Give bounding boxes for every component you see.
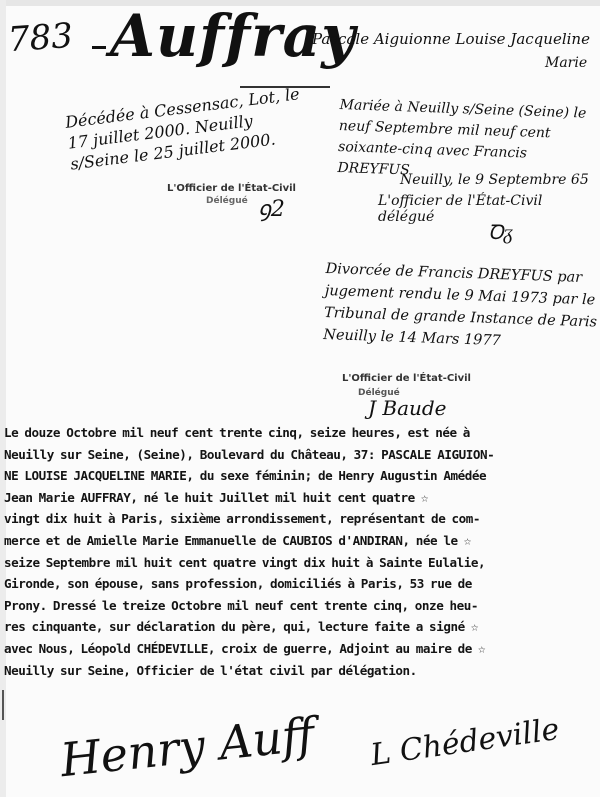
divorce-officer-signature: J Baude [368, 396, 447, 420]
act-line: avec Nous, Léopold CHÉDEVILLE, croix de guerre, Adjoint au maire de ☆ [4, 640, 486, 656]
birth-act-text [4, 422, 594, 681]
header-dash [92, 46, 106, 49]
marriage-officer: L'officier de l'État-Civil délégué [378, 193, 543, 225]
act-line: NE LOUISE JACQUELINE MARIE, du sexe féminin; de Henry Augustin Amédée [4, 468, 487, 484]
act-line: seize Septembre mil huit cent quatre vingt dix huit à Sainte Eulalie, [4, 554, 486, 570]
given-names: Pascale Aiguionne Louise Jacqueline [312, 30, 590, 48]
act-line: Neuilly sur Seine, Officier de l'état civil par délégation. [4, 662, 417, 678]
act-line: Neuilly sur Seine, (Seine), Boulevard du Château, 37: PASCALE AIGUION- [4, 446, 495, 462]
act-line: Prony. Dressé le treize Octobre mil neuf cent trente cinq, onze heu- [4, 597, 478, 613]
marriage-officer-initials: Ꝺᵹ [488, 220, 513, 244]
marriage-margin-note: Mariée à Neuilly s/Seine (Seine) le neuf Septembre mil neuf cent soixante-cinq avec Francis DREYFUS [337, 96, 587, 179]
given-names-continued: Marie [545, 55, 588, 71]
divorce-margin-note: Divorcée de Francis DREYFUS par jugement rendu le 9 Mai 1973 par le Tribunal de grande Instance de Paris Neuilly le 14 Mars 1977 [323, 260, 598, 350]
officer-stamp: L'Officier de l'État-Civil [342, 373, 471, 384]
act-line: vingt dix huit à Paris, sixième arrondissement, représentant de com- [4, 511, 480, 527]
officer-initials: ꝯ2 [258, 197, 285, 222]
father-signature: Henry Auff [57, 706, 318, 788]
act-line: merce et de Amielle Marie Emmanuelle de CAUBIOS d'ANDIRAN, née le ☆ [4, 532, 471, 548]
act-line: Le douze Octobre mil neuf cent trente cinq, seize heures, est née à [4, 425, 470, 440]
officer-stamp-sub: Délégué [206, 196, 248, 206]
record-number: 783 [6, 15, 75, 61]
act-line: res cinquante, sur déclaration du père, qui, lecture faite a signé ☆ [4, 619, 478, 635]
death-margin-note: Décédée à Cessensac, Lot, le 17 juillet 2000. Neuilly s/Seine le 25 juillet 2000. [64, 84, 301, 174]
officer-stamp-sub: Délégué [358, 388, 400, 398]
marriage-place-date: Neuilly, le 9 Septembre 65 [400, 172, 589, 188]
officer-stamp: L'Officier de l'État-Civil [167, 183, 296, 194]
act-line: Gironde, son épouse, sans profession, domiciliés à Paris, 53 rue de [4, 576, 472, 592]
margin-mark [2, 690, 4, 720]
officer-signature: L Chédeville [368, 711, 562, 774]
act-line: Jean Marie AUFFRAY, né le huit Juillet mil huit cent quatre ☆ [4, 489, 429, 505]
surname-heading: Auffray [110, 2, 356, 70]
